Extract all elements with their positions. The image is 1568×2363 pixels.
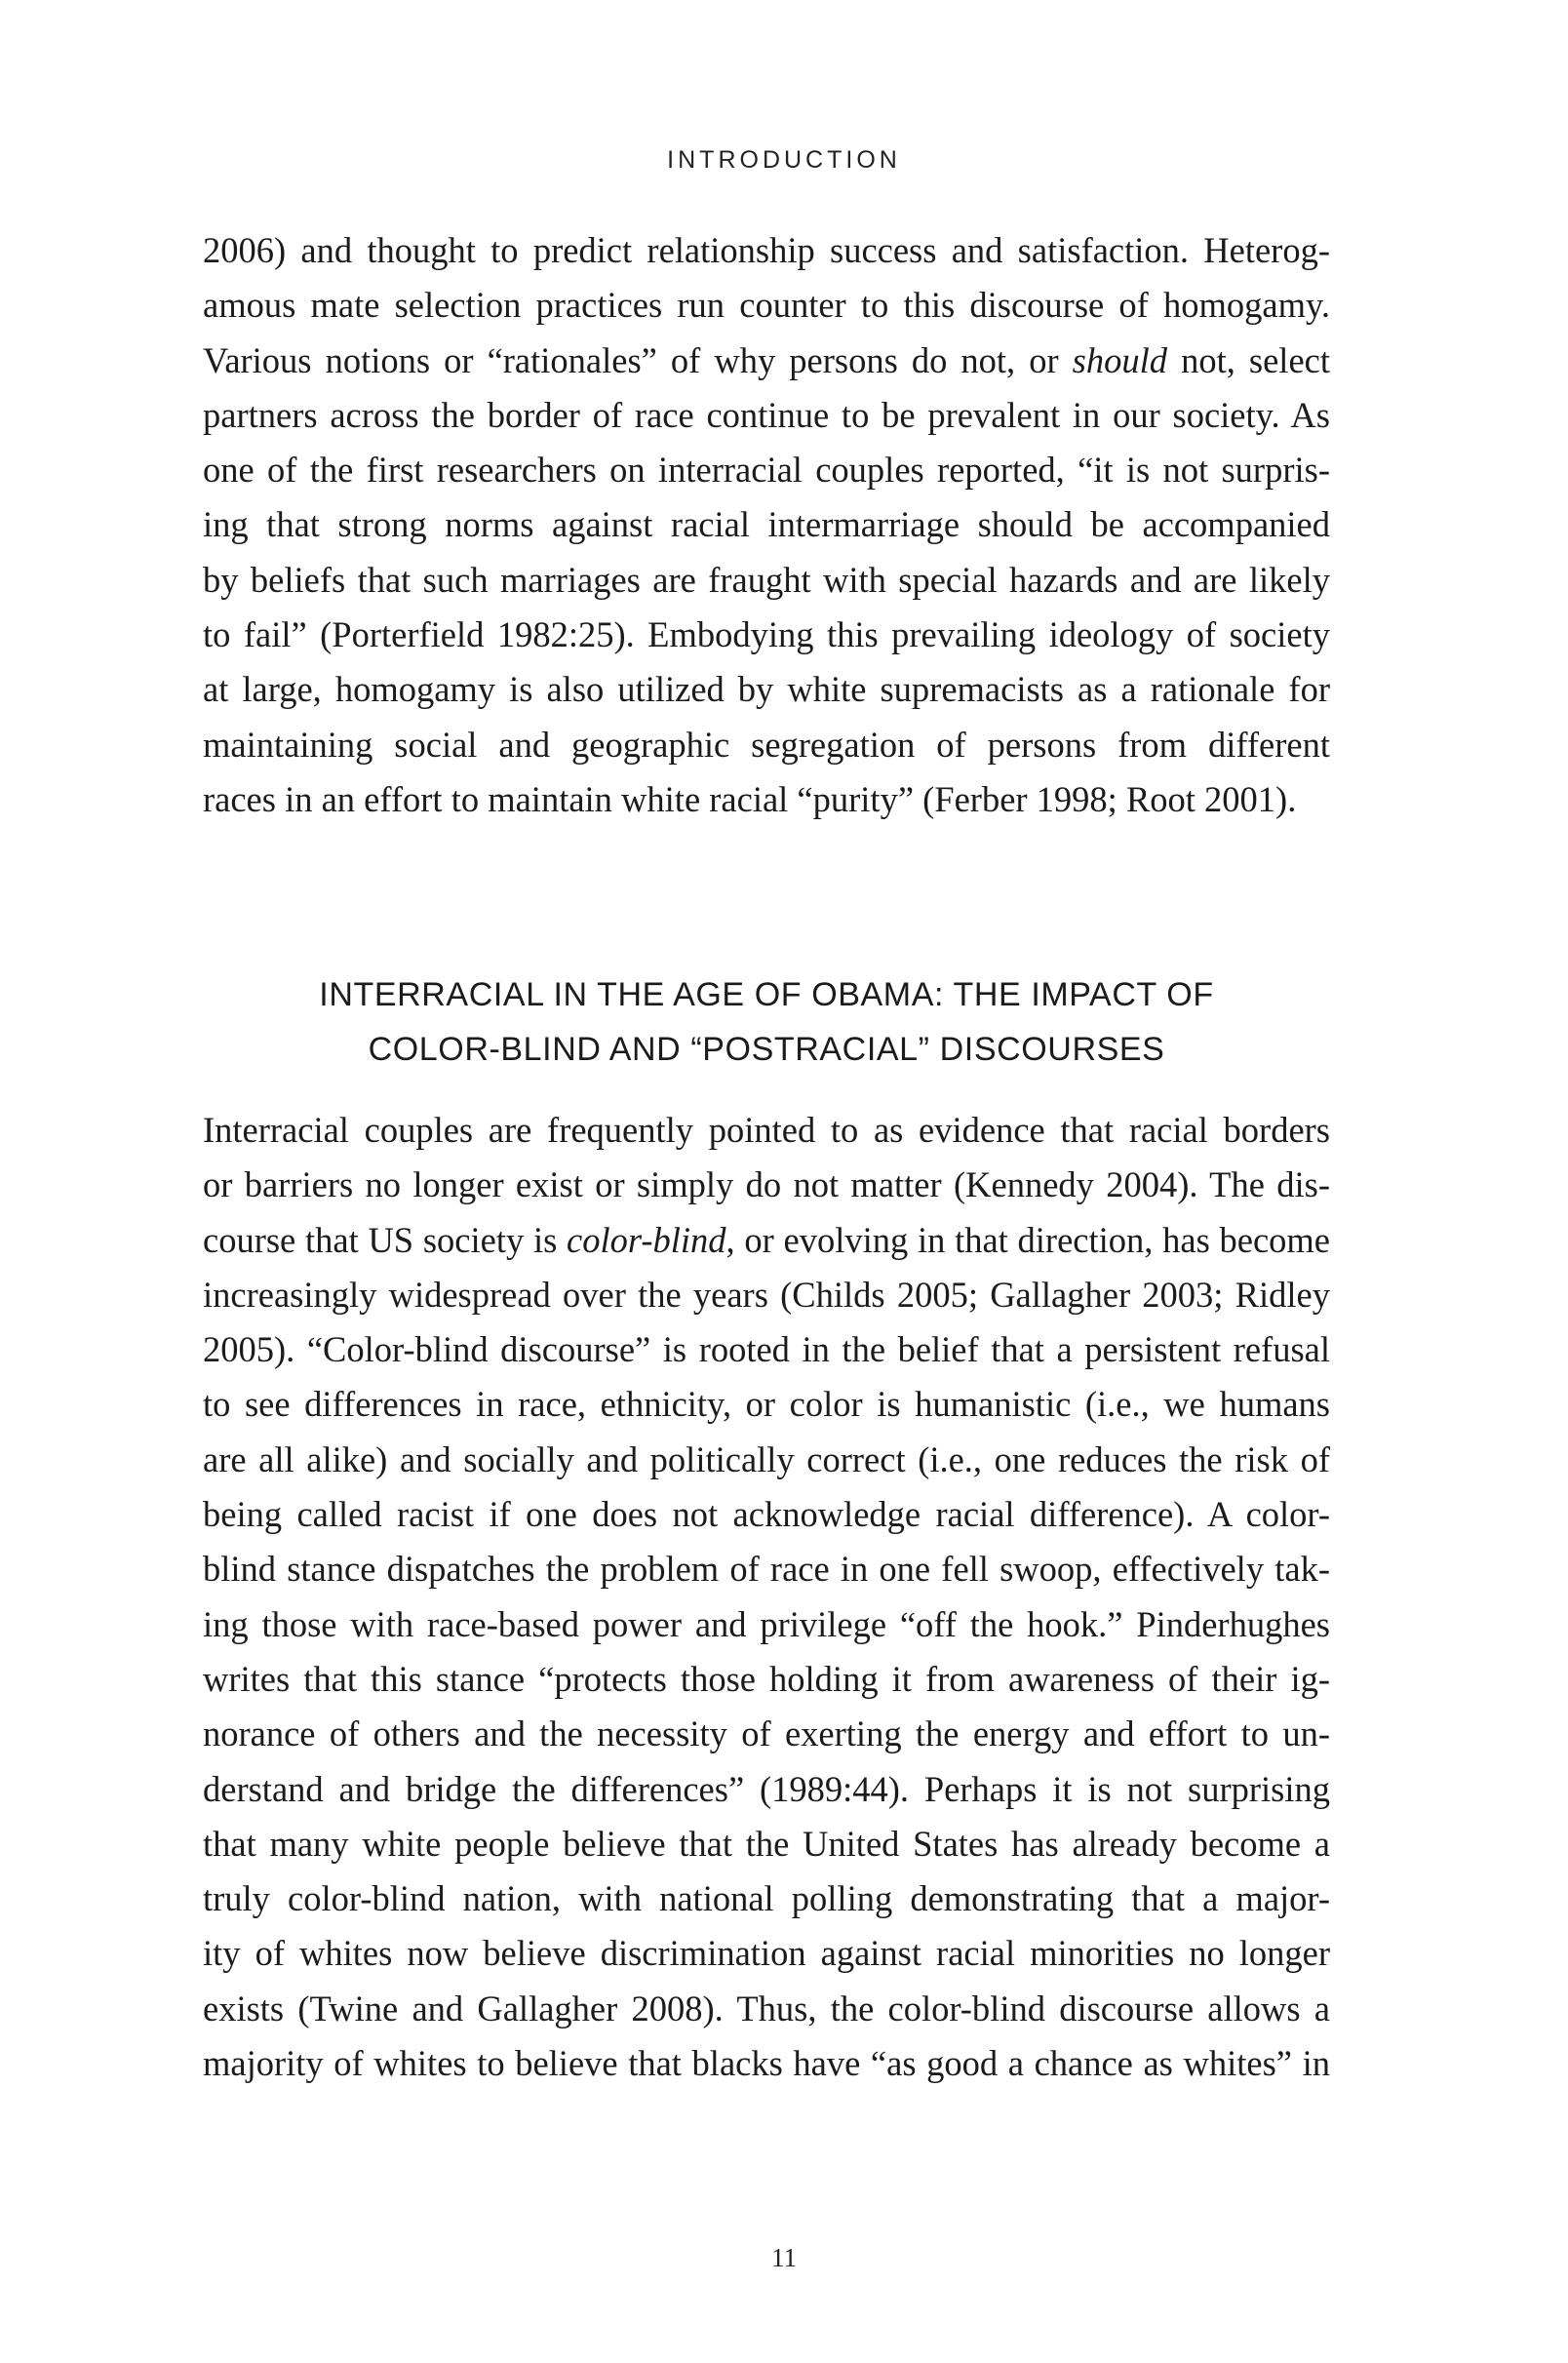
italic-text: color-blind [567,1219,726,1260]
text-run: , or evolving in that direction, has become [725,1219,1330,1260]
section-heading-line: INTERRACIAL IN THE AGE OF OBAMA: THE IMPACT OF [319,976,1214,1013]
paragraph-line: derstand and bridge the differences” (1989:44). Perhaps it is not surprising [203,1768,1330,1809]
paragraph-line: amous mate selection practices run counter to this discourse of homogamy. [203,285,1330,326]
text-run: not, select [1167,339,1330,380]
paragraph-line: partners across the border of race continue to be prevalent in our society. As [203,394,1330,435]
text-run: course that US society is [203,1219,568,1260]
paragraph-line: are all alike) and socially and politically correct (i.e., one reduces the risk of [203,1438,1330,1479]
paragraph-line: ity of whites now believe discrimination against racial minorities no longer [203,1933,1330,1974]
paragraph-line: exists (Twine and Gallagher 2008). Thus, the color-blind discourse allows a [203,1988,1330,2028]
paragraph-line: blind stance dispatches the problem of race in one fell swoop, effectively tak- [203,1549,1330,1590]
section-heading [203,967,1330,1077]
paragraph-line: one of the first researchers on interracial couples reported, “it is not surpris- [203,450,1330,491]
paragraph-line: races in an effort to maintain white racial “purity” (Ferber 1998; Root 2001). [203,778,1297,819]
paragraph-line: truly color-blind nation, with national polling demonstrating that a major- [203,1878,1330,1919]
paragraph-line: that many white people believe that the United States has already become a [203,1823,1330,1864]
paragraph-line: Interracial couples are frequently pointed to as evidence that racial borders [203,1110,1330,1150]
text-run: Various notions or “rationales” of why persons do not, or [203,339,1073,380]
paragraph-line: by beliefs that such marriages are fraught with special hazards and are likely [203,559,1330,600]
page-number: 11 [771,2243,797,2272]
paragraph-line: to fail” (Porterfield 1982:25). Embodying this prevailing ideology of society [203,614,1330,655]
section-heading-line: COLOR-BLIND AND “POSTRACIAL” DISCOURSES [368,1031,1165,1068]
running-head: INTRODUCTION [667,146,901,174]
paragraph-line: norance of others and the necessity of exerting the energy and effort to un- [203,1713,1330,1754]
paragraph-line: majority of whites to believe that blacks have “as good a chance as whites” in [203,2043,1330,2084]
paragraph-1 [203,223,1330,827]
italic-text: should [1072,339,1168,380]
paragraph-line: at large, homogamy is also utilized by white supremacists as a rationale for [203,669,1330,710]
paragraph-line: 2005). “Color-blind discourse” is rooted in the belief that a persistent refusal [203,1329,1330,1370]
paragraph-line: increasingly widespread over the years (Childs 2005; Gallagher 2003; Ridley [203,1274,1330,1315]
paragraph-line: maintaining social and geographic segregation of persons from different [203,724,1330,765]
paragraph-line [203,334,1330,388]
paragraph-line: 2006) and thought to predict relationship success and satisfaction. Heterog- [203,230,1330,270]
paragraph-line: to see differences in race, ethnicity, or color is humanistic (i.e., we humans [203,1384,1330,1425]
paragraph-line [203,1213,1330,1268]
paragraph-line: ing those with race-based power and privilege “off the hook.” Pinderhughes [203,1603,1330,1644]
paragraph-line: or barriers no longer exist or simply do not matter (Kennedy 2004). The dis- [203,1164,1330,1205]
paragraph-2 [203,1103,1330,2091]
paragraph-line: ing that strong norms against racial intermarriage should be accompanied [203,504,1330,545]
paragraph-line: writes that this stance “protects those holding it from awareness of their ig- [203,1658,1330,1699]
paragraph-line: being called racist if one does not acknowledge racial difference). A color- [203,1494,1330,1535]
